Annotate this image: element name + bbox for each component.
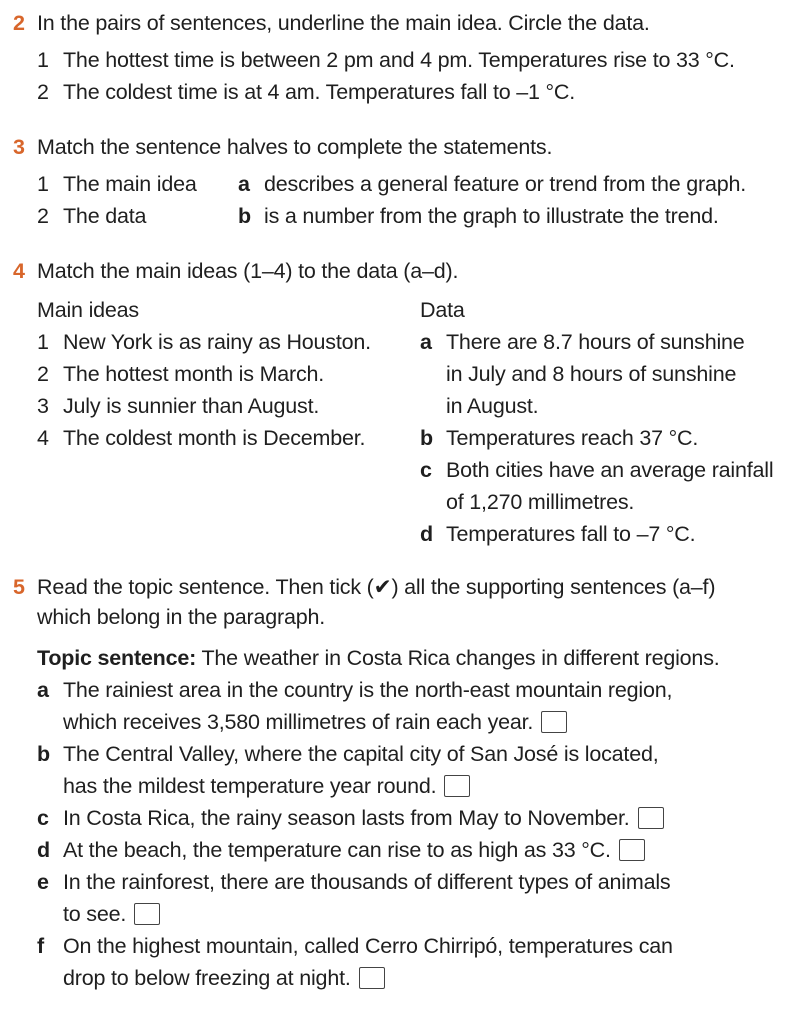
exercise-number: 3 (13, 135, 25, 159)
exercise-4-heading (13, 256, 804, 286)
exercise-2-heading (13, 8, 804, 38)
item-label: c (37, 806, 49, 830)
exercise-instruction: Match the sentence halves to complete the statements. (37, 135, 553, 159)
item-text: The rainiest area in the country is the north-east mountain region, (63, 678, 673, 702)
item-text: The hottest month is March. (63, 362, 325, 386)
tick-box[interactable] (134, 903, 160, 925)
item-text: Temperatures fall to –7 °C. (446, 522, 696, 546)
topic-label: Topic sentence: (37, 646, 197, 670)
exercise-instruction: Read the topic sentence. Then tick ( (37, 575, 374, 599)
exercise-3 (13, 132, 804, 232)
data-heading: Data (420, 298, 465, 322)
list-item (37, 802, 804, 834)
item-label: 3 (37, 394, 49, 418)
item-text: The data (63, 204, 147, 228)
item-label: c (420, 458, 432, 482)
list-item (420, 326, 773, 422)
item-label: f (37, 934, 44, 958)
item-label: b (37, 742, 50, 766)
item-text: in August. (446, 394, 539, 418)
item-text: At the beach, the temperature can rise to as high as 33 °C. (63, 838, 611, 862)
item-text: drop to below freezing at night. (63, 966, 351, 990)
item-label: 2 (37, 204, 49, 228)
list-item (37, 422, 371, 454)
item-text: describes a general feature or trend from the graph. (264, 172, 746, 196)
item-text: in July and 8 hours of sunshine (446, 362, 737, 386)
list-item (37, 200, 197, 232)
list-item (37, 738, 804, 802)
list-item (420, 518, 773, 550)
main-ideas-column (37, 294, 371, 454)
list-item (420, 454, 773, 518)
list-item (37, 390, 371, 422)
item-text: On the highest mountain, called Cerro Chirripó, temperatures can (63, 934, 673, 958)
item-text: Temperatures reach 37 °C. (446, 426, 699, 450)
item-text: In Costa Rica, the rainy season lasts from May to November. (63, 806, 630, 830)
item-text: to see. (63, 902, 127, 926)
data-column (420, 294, 773, 550)
item-text: The coldest month is December. (63, 426, 366, 450)
tick-box[interactable] (619, 839, 645, 861)
item-text: The main idea (63, 172, 197, 196)
item-label: 1 (37, 172, 49, 196)
item-label: d (37, 838, 50, 862)
exercise-4 (13, 256, 804, 550)
exercise-instruction: In the pairs of sentences, underline the main idea. Circle the data. (37, 11, 650, 35)
item-text: has the mildest temperature year round. (63, 774, 437, 798)
list-item (37, 76, 804, 108)
list-item (37, 866, 804, 930)
list-item (37, 834, 804, 866)
list-item (238, 200, 746, 232)
exercise-3-heading (13, 132, 804, 162)
item-label: d (420, 522, 433, 546)
item-text: In the rainforest, there are thousands of different types of animals (63, 870, 671, 894)
exercise-number: 4 (13, 259, 25, 283)
item-label: a (238, 172, 250, 196)
tick-box[interactable] (541, 711, 567, 733)
item-label: a (420, 330, 432, 354)
item-label: 1 (37, 48, 49, 72)
item-label: 2 (37, 362, 49, 386)
exercise-5-heading (13, 572, 804, 602)
item-text: is a number from the graph to illustrate the trend. (264, 204, 719, 228)
item-text: The Central Valley, where the capital city of San José is located, (63, 742, 659, 766)
tick-box[interactable] (638, 807, 664, 829)
item-label: a (37, 678, 49, 702)
item-text: The coldest time is at 4 am. Temperatures fall to –1 °C. (63, 80, 576, 104)
exercise-instruction: ) all the supporting sentences (a–f) (391, 575, 716, 599)
tick-icon: ✔ (373, 575, 392, 599)
topic-text: The weather in Costa Rica changes in different regions. (196, 646, 720, 670)
item-label: 4 (37, 426, 49, 450)
exercise-2 (13, 8, 804, 108)
list-item (420, 422, 773, 454)
item-text: July is sunnier than August. (63, 394, 320, 418)
topic-sentence (37, 642, 804, 674)
exercise-5 (13, 572, 804, 994)
item-label: b (238, 204, 251, 228)
item-text: Both cities have an average rainfall (446, 458, 774, 482)
item-label: e (37, 870, 49, 894)
item-label: 2 (37, 80, 49, 104)
exercise-number: 5 (13, 575, 25, 599)
list-item (37, 674, 804, 738)
tick-box[interactable] (359, 967, 385, 989)
exercise-instruction: Match the main ideas (1–4) to the data (a–d). (37, 259, 459, 283)
list-item (37, 930, 804, 994)
item-label: 1 (37, 330, 49, 354)
tick-box[interactable] (444, 775, 470, 797)
item-text: The hottest time is between 2 pm and 4 pm. Temperatures rise to 33 °C. (63, 48, 735, 72)
item-text: which receives 3,580 millimetres of rain each year. (63, 710, 534, 734)
item-text: of 1,270 millimetres. (446, 490, 635, 514)
list-item (238, 168, 746, 200)
list-item (37, 326, 371, 358)
list-item (37, 358, 371, 390)
main-ideas-heading: Main ideas (37, 298, 139, 322)
list-item (37, 44, 804, 76)
item-label: b (420, 426, 433, 450)
item-text: New York is as rainy as Houston. (63, 330, 371, 354)
exercise-number: 2 (13, 11, 25, 35)
item-text: There are 8.7 hours of sunshine (446, 330, 745, 354)
exercise-instruction-cont: which belong in the paragraph. (37, 605, 326, 629)
list-item (37, 168, 197, 200)
